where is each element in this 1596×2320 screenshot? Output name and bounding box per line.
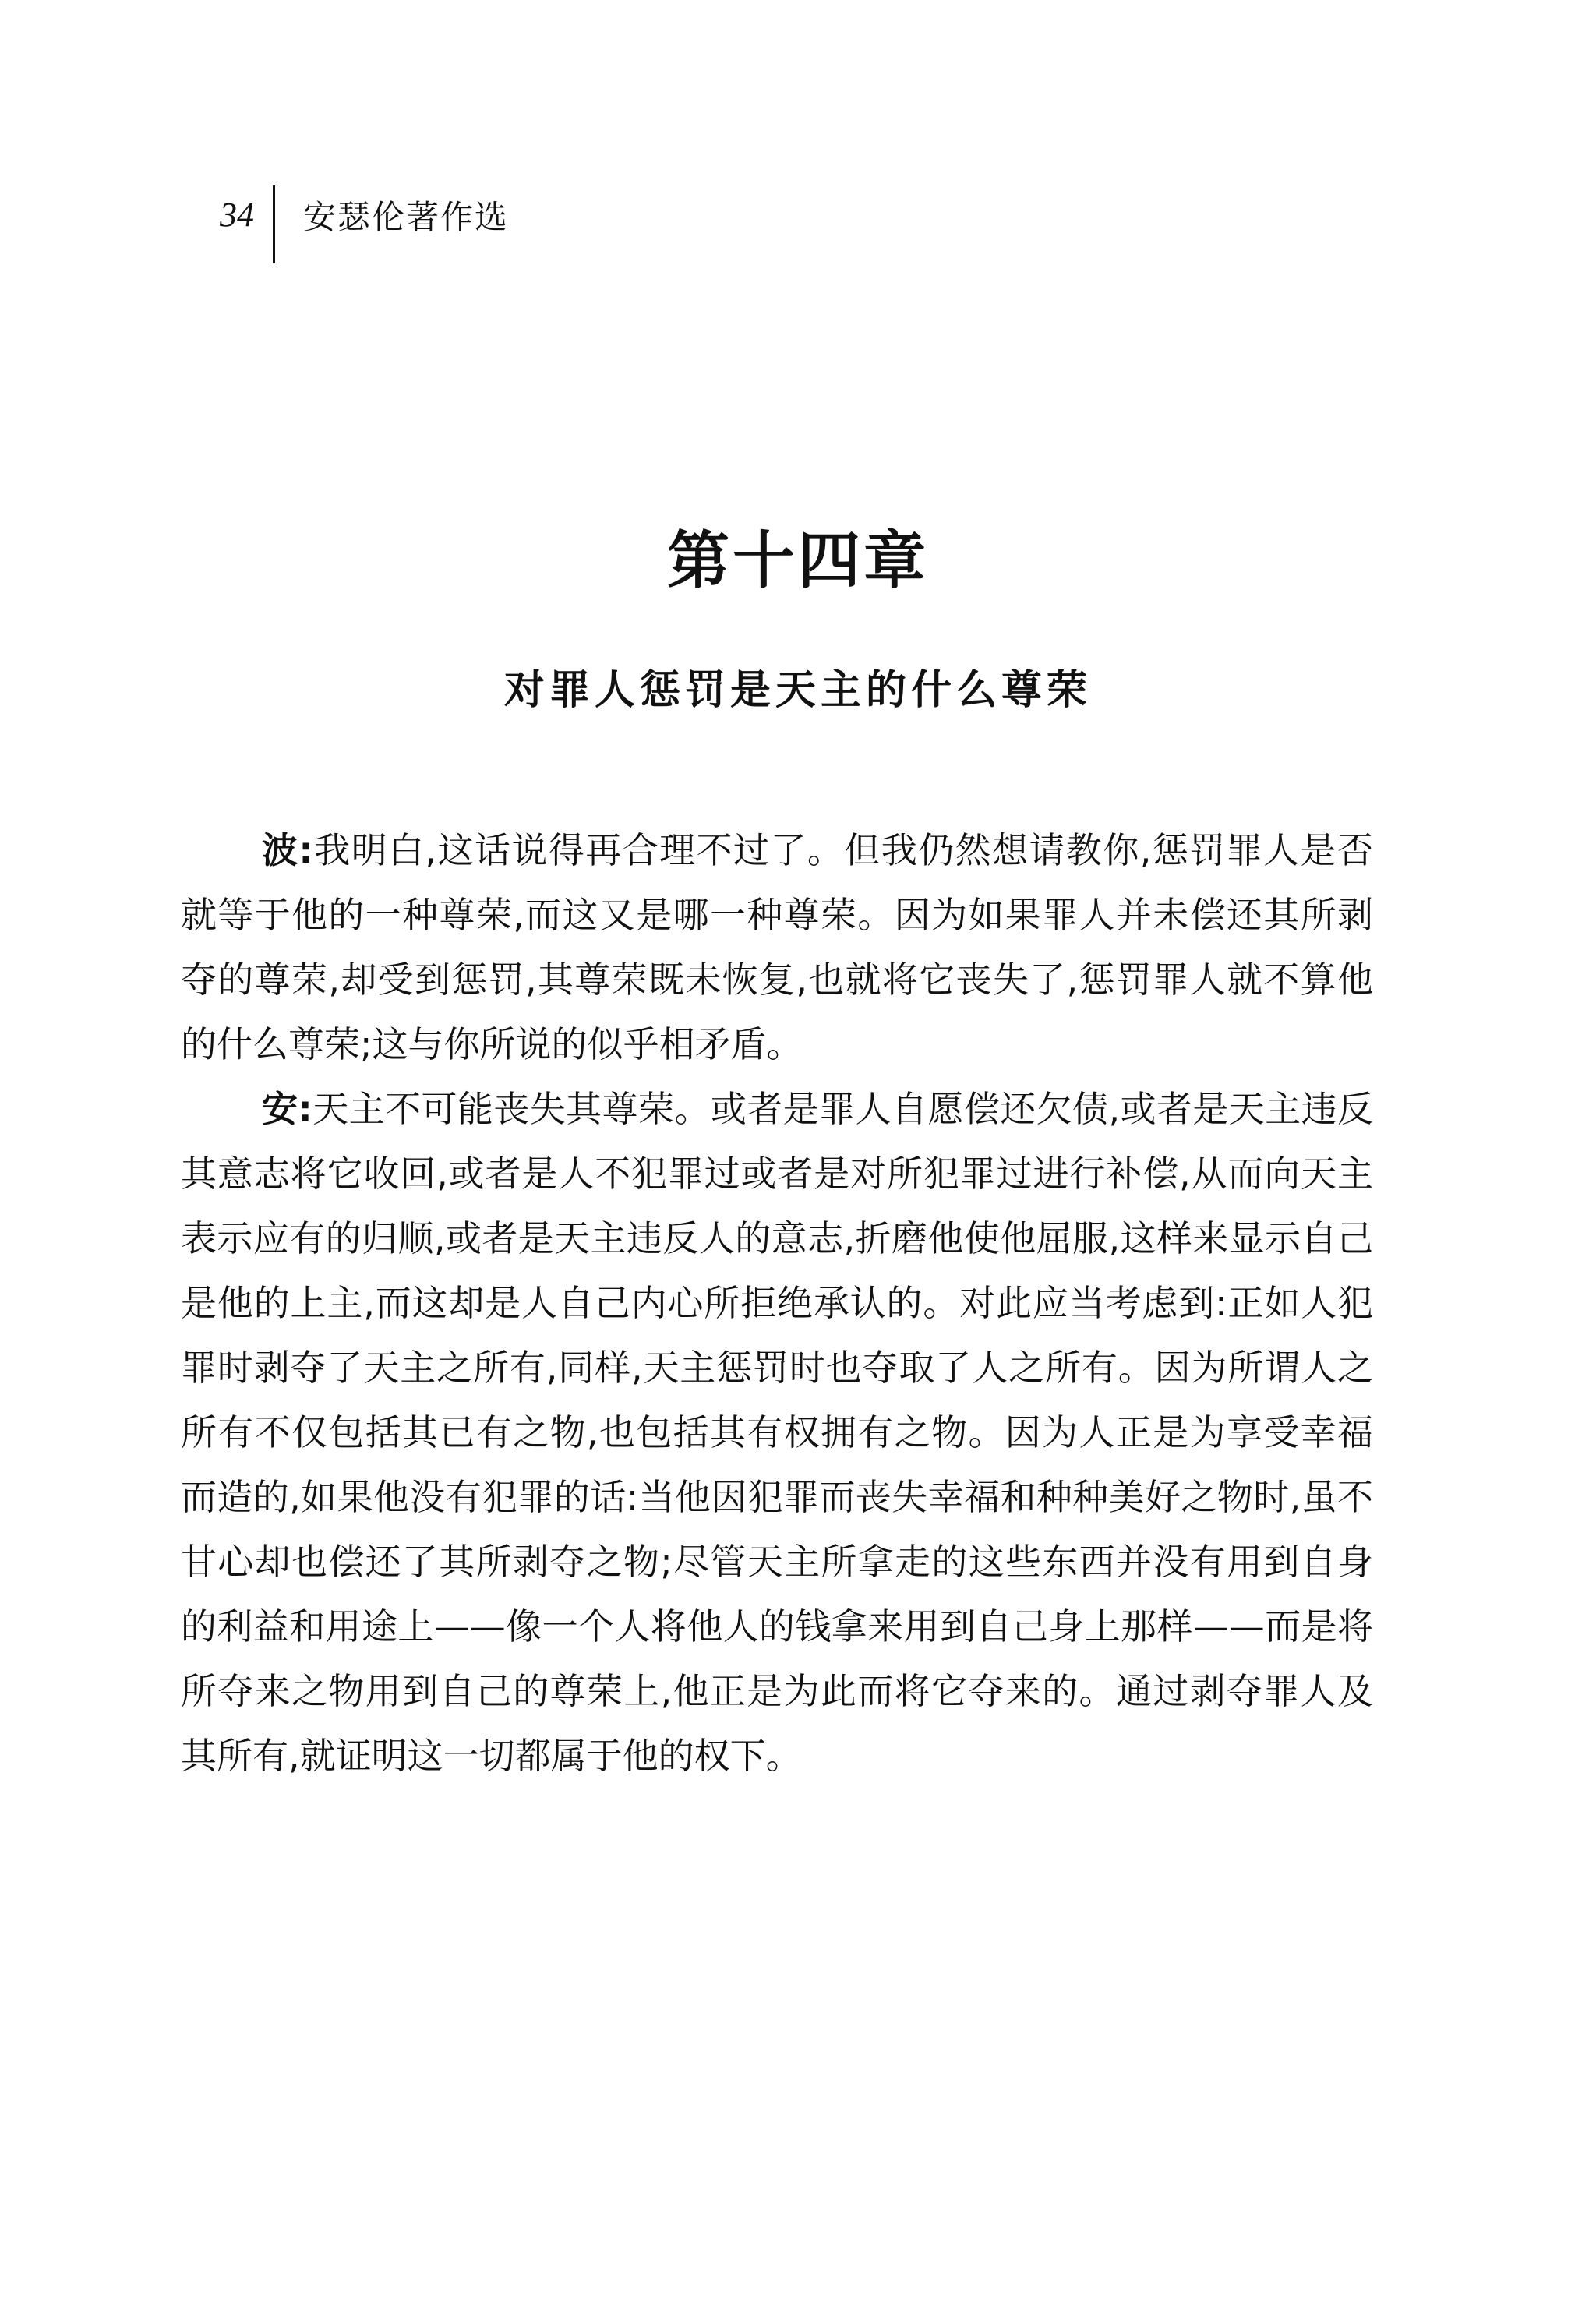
chapter-subtitle: 对罪人惩罚是天主的什么尊荣 [503, 666, 1092, 714]
book-title: 安瑟伦著作选 [303, 198, 510, 236]
chapter-title: 第十四章 [667, 524, 929, 597]
body-text [181, 818, 1373, 1789]
speaker-label: 安: [262, 1088, 312, 1130]
running-header [201, 185, 509, 263]
paragraph-boso [181, 818, 1373, 1077]
paragraph-text: 天主不可能丧失其尊荣。或者是罪人自愿偿还欠债,或者是天主违反其意志将它收回,或者是人不犯罪过或者是对所犯罪过进行补偿,从而向天主表示应有的归顺,或者是天主违反人的意志,折磨他使他屈服,这样来显示自己是他的上主,而这却是人自己内心所拒绝承认的。对此应当考虑到:正如人犯罪时剥夺了天主之所有,同样,天主惩罚时也夺取了人之所有。因为所谓人之所有不仅包括其已有之物,也包括其有权拥有之物。因为人正是为享受幸福而造的,如果他没有犯罪的话:当他因犯罪而丧失幸福和种种美好之物时,虽不甘心却也偿还了其所剥夺之物;尽管天主所拿走的这些东西并没有用到自身的利益和用途上——像一个人将他人的钱拿来用到自己身上那样——而是将所夺来之物用到自己的尊荣上,他正是为此而将它夺来的。通过剥夺罪人及其所有,就证明这一切都属于他的权下。 [181, 1088, 1374, 1777]
page-number: 34 [220, 196, 254, 234]
speaker-label: 波: [262, 829, 313, 871]
paragraph-anselm [181, 1077, 1373, 1789]
header-divider [273, 185, 275, 263]
paragraph-text: 我明白,这话说得再合理不过了。但我仍然想请教你,惩罚罪人是否就等于他的一种尊荣,而这又是哪一种尊荣。因为如果罪人并未偿还其所剥夺的尊荣,却受到惩罚,其尊荣既未恢复,也就将它丧失了,惩罚罪人就不算他的什么尊荣;这与你所说的似乎相矛盾。 [181, 829, 1373, 1065]
